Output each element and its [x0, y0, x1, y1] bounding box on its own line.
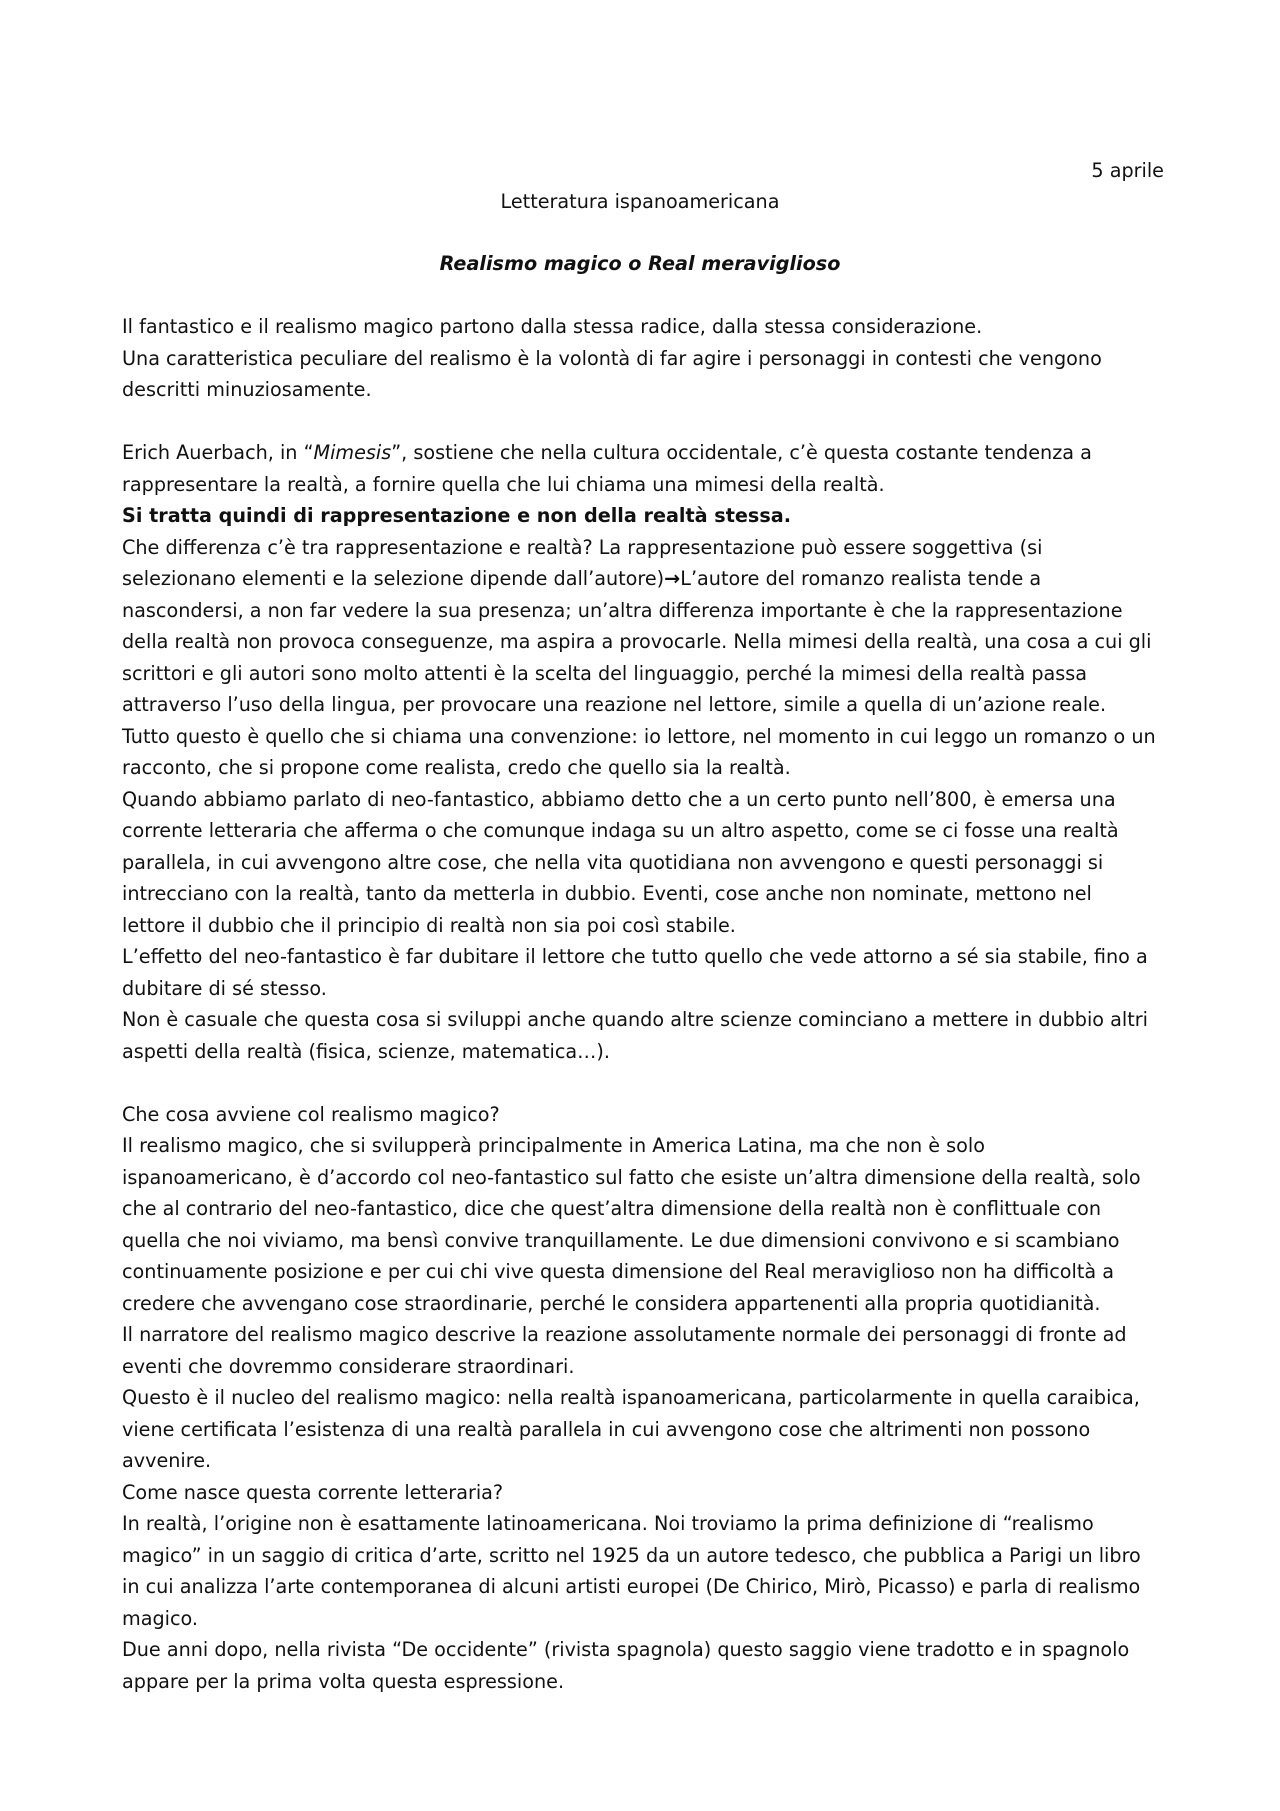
paragraph-text: ”, sostiene che nella cultura occidentale, c’è questa costante tendenza a rappresentare la realtà, a fornire quella che lui chiama una mimesi della realtà. — [122, 441, 1092, 496]
arrow-right-icon: → — [664, 567, 681, 590]
paragraph: Non è casuale che questa cosa si sviluppi anche quando altre scienze cominciano a mettere in dubbio altri aspetti della realtà (fisica, scienze, matematica…). — [122, 1008, 1148, 1063]
document-body — [122, 311, 1158, 1697]
paragraph: Tutto questo è quello che si chiama una convenzione: io lettore, nel momento in cui leggo un romanzo o un racconto, che si propone come realista, credo che quello sia la realtà. — [122, 724, 1156, 779]
paragraph: Due anni dopo, nella rivista “De occidente” (rivista spagnola) questo saggio viene tradotto e in spagnolo appare per la prima volta questa espressione. — [122, 1638, 1130, 1693]
paragraph-text: L’autore del romanzo realista tende a nascondersi, a non far vedere la sua presenza; un’altra differenza importante è che la rappresentazione della realtà non provoca conseguenze, ma aspira a provocarle. Nella mimesi della realtà, una cosa a cui gli scrittori e gli autori sono molto attenti è la scelta del linguaggio, perché la mimesi della realtà passa attraverso l’uso della lingua, per provocare una reazione nel lettore, simile a quella di un’azione reale. — [122, 567, 1152, 716]
lecture-title: Realismo magico o Real meraviglioso — [439, 252, 841, 275]
question-heading: Come nasce questa corrente letteraria? — [122, 1480, 504, 1504]
paragraph: Il realismo magico, che si svilupperà principalmente in America Latina, ma che non è solo ispanoamericano, è d’accordo col neo-fantastico sul fatto che esiste un’altra dimensione della realtà, solo che al contrario del neo-fantastico, dice che quest’altra dimensione della realtà non è conflittuale con quella che noi viviamo, ma bensì convive tranquillamente. Le due dimensioni convivono e si scambiano continuamente posizione e per cui chi vive questa dimensione del Real meraviglioso non ha difficoltà a credere che avvengano cose straordinarie, perché le considera appartenenti alla propria quotidianità. — [122, 1134, 1141, 1315]
paragraph-text: Erich Auerbach, in “ — [122, 441, 314, 464]
paragraph: Il fantastico e il realismo magico partono dalla stessa radice, dalla stessa considerazione. — [122, 315, 983, 338]
paragraph-spacer — [122, 1067, 1158, 1099]
bold-statement: Si tratta quindi di rappresentazione e non della realtà stessa. — [122, 504, 791, 527]
book-title: Mimesis — [313, 441, 392, 464]
course-title: Letteratura ispanoamericana — [500, 190, 780, 213]
paragraph: Questo è il nucleo del realismo magico: nella realtà ispanoamericana, particolarmente in quella caraibica, viene certificata l’esistenza di una realtà parallela in cui avvengono cose che altrimenti non possono avvenire. — [122, 1386, 1140, 1472]
lecture-date: 5 aprile — [1091, 159, 1164, 182]
paragraph — [122, 437, 1158, 500]
paragraph: Il narratore del realismo magico descrive la reazione assolutamente normale dei personaggi di fronte ad eventi che dovremmo considerare straordinari. — [122, 1323, 1127, 1378]
paragraph: Una caratteristica peculiare del realismo è la volontà di far agire i personaggi in contesti che vengono descritti minuziosamente. — [122, 346, 1102, 401]
paragraph: Quando abbiamo parlato di neo-fantastico, abbiamo detto che a un certo punto nell’800, è emersa una corrente letteraria che afferma o che comunque indaga su un altro aspetto, come se ci fosse una realtà parallela, in cui avvengono altre cose, che nella vita quotidiana non avvengono e questi personaggi si intrecciano con la realtà, tanto da metterla in dubbio. Eventi, cose anche non nominate, mettono nel lettore il dubbio che il principio di realtà non sia poi così stabile. — [122, 787, 1119, 937]
question-heading: Che cosa avviene col realismo magico? — [122, 1102, 500, 1126]
paragraph: L’effetto del neo-fantastico è far dubitare il lettore che tutto quello che vede attorno a sé sia stabile, fino a dubitare di sé stesso. — [122, 945, 1148, 1000]
paragraph — [122, 532, 1158, 721]
paragraph: In realtà, l’origine non è esattamente latinoamericana. Noi troviamo la prima definizione di “realismo magico” in un saggio di critica d’arte, scritto nel 1925 da un autore tedesco, che pubblica a Parigi un libro in cui analizza l’arte contemporanea di alcuni artisti europei (De Chirico, Mirò, Picasso) e parla di realismo magico. — [122, 1512, 1141, 1630]
paragraph-spacer — [122, 406, 1158, 438]
paragraph-text: Che differenza c’è tra rappresentazione e realtà? La rappresentazione può essere soggettiva (si selezionano elementi e la selezione dipende dall’autore) — [122, 535, 1043, 590]
